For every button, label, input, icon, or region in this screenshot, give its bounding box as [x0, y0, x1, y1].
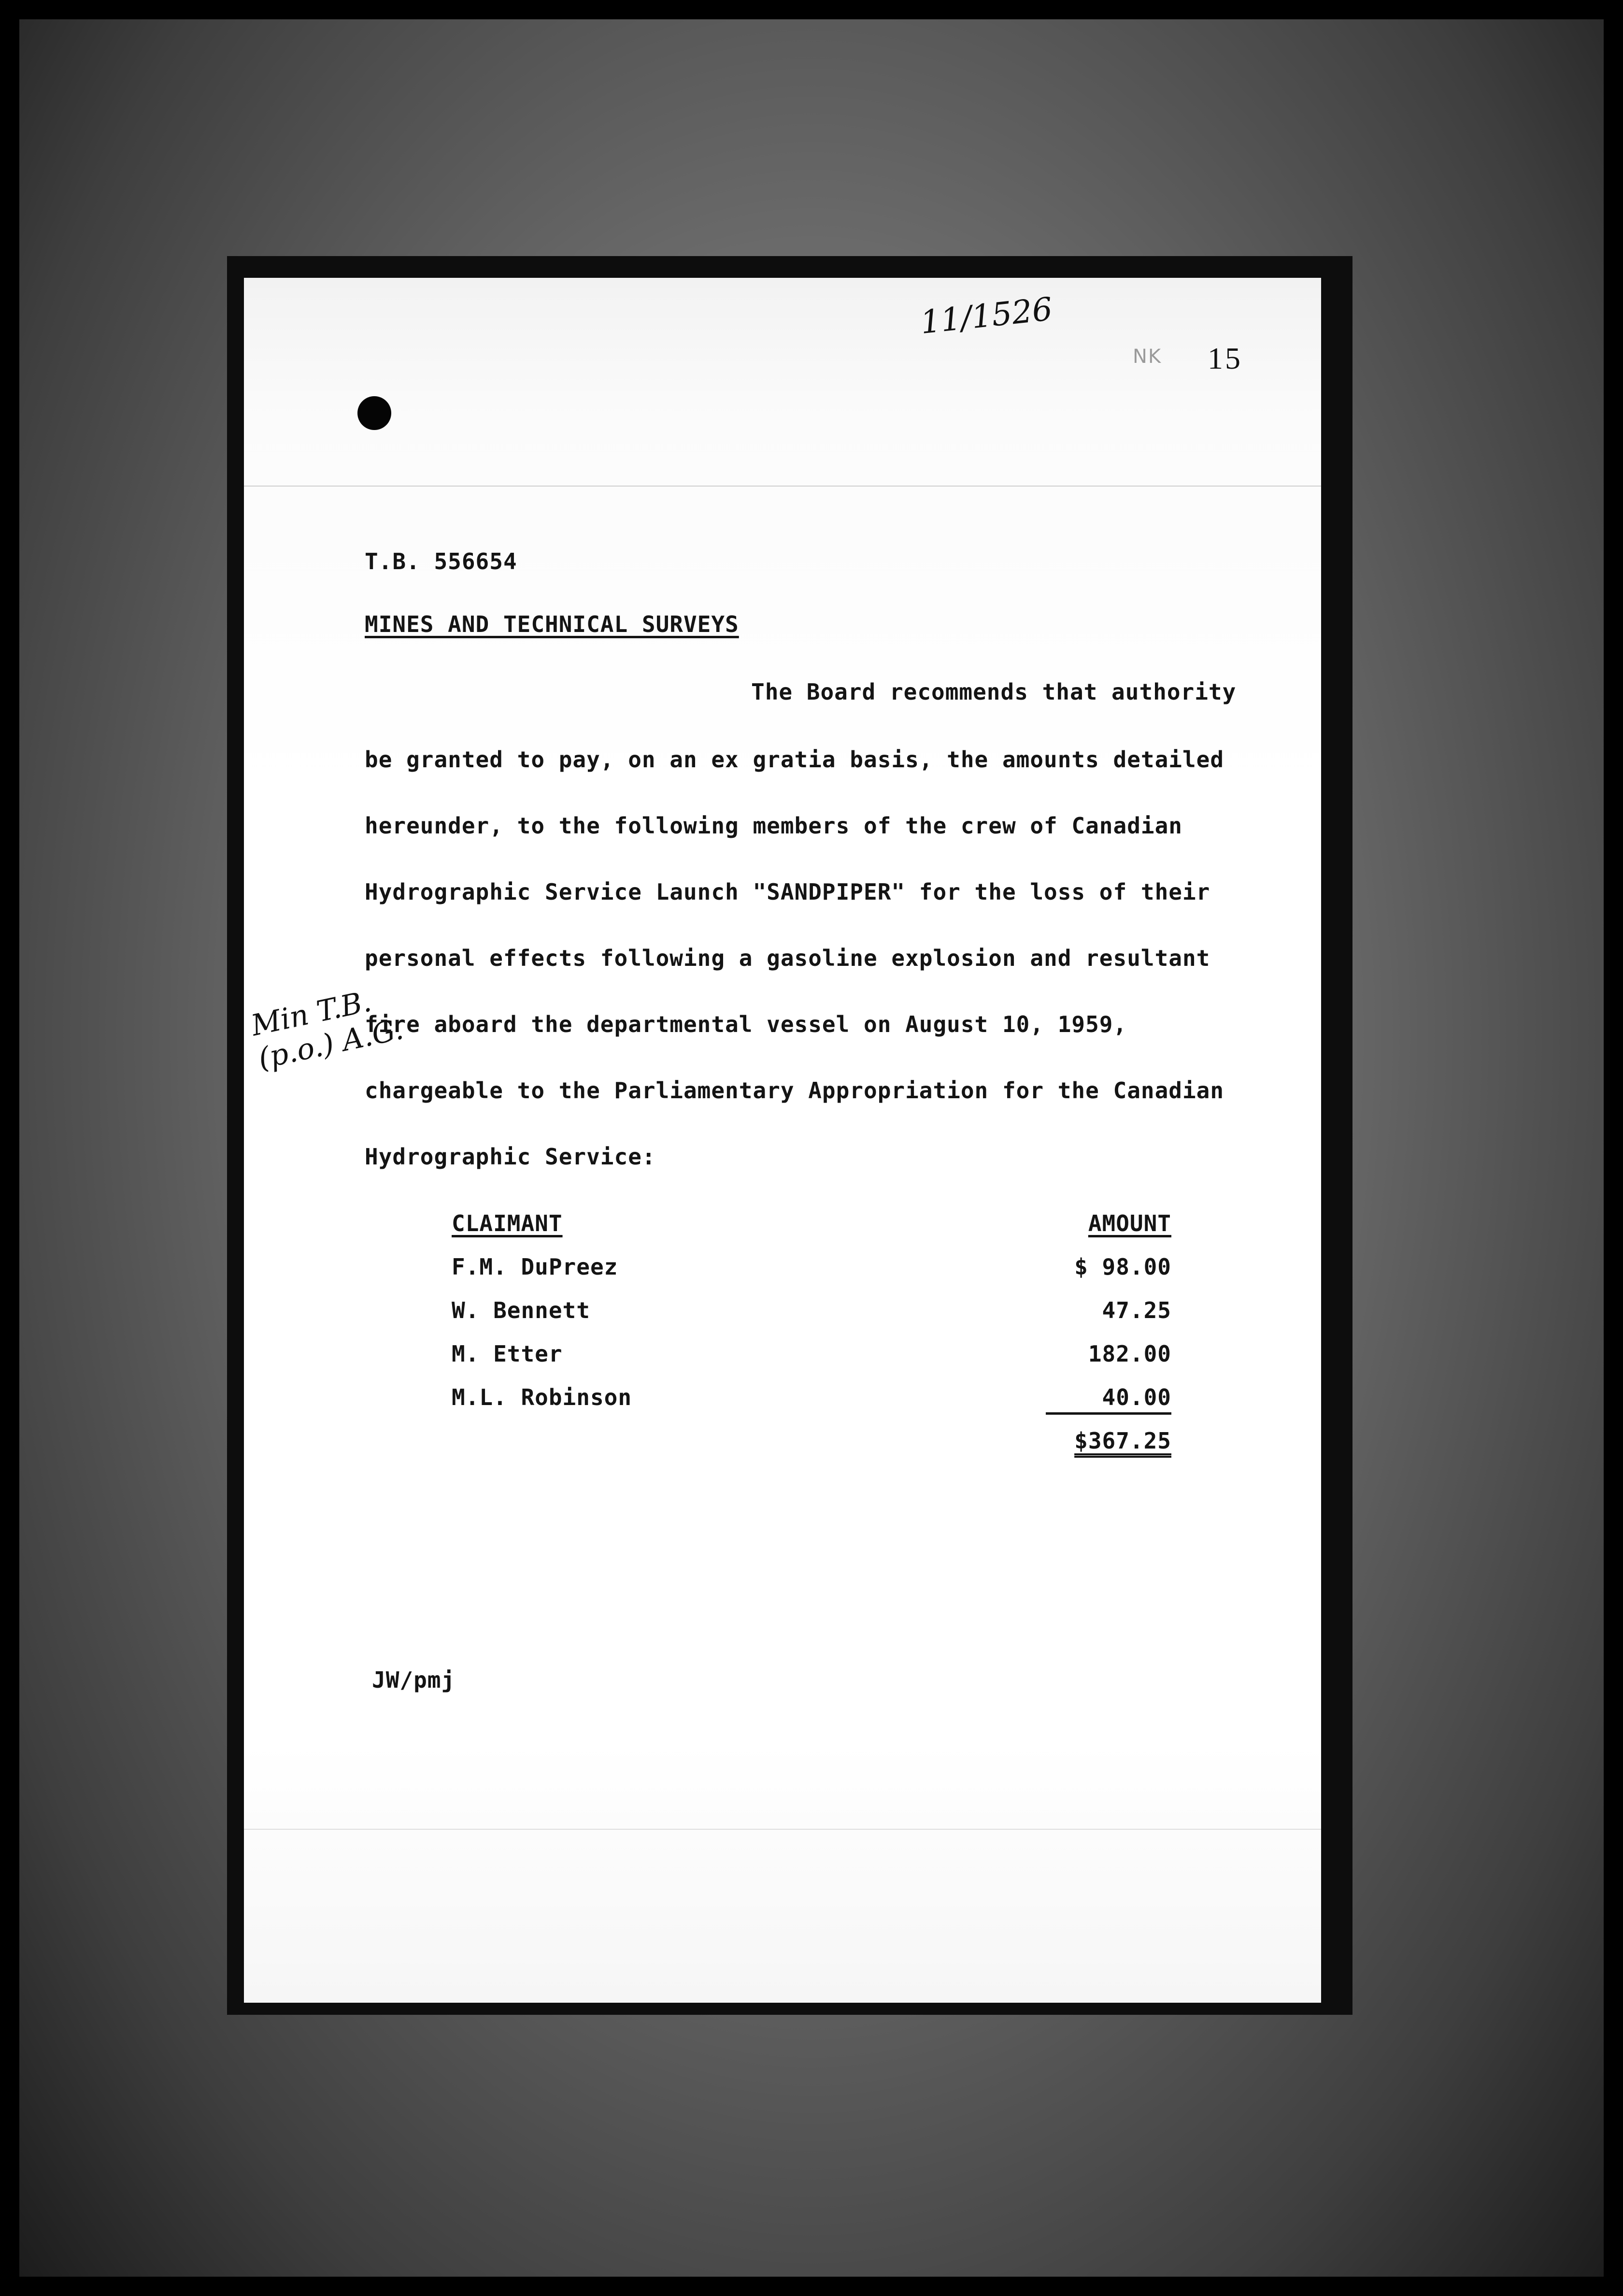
total-amount: $367.25: [1074, 1428, 1171, 1454]
treasury-board-reference: T.B. 556654: [365, 548, 517, 574]
claimant-name: M.L. Robinson: [452, 1384, 632, 1410]
claim-amount: 182.00: [1088, 1341, 1171, 1367]
amount-column-header: AMOUNT: [1088, 1210, 1171, 1236]
body-line: be granted to pay, on an ex gratia basis, the amounts detailed: [365, 746, 1224, 773]
body-line: fire aboard the departmental vessel on August 10, 1959,: [365, 1011, 1127, 1037]
claimant-name: W. Bennett: [452, 1297, 590, 1323]
body-line: Hydrographic Service:: [365, 1144, 656, 1170]
handwritten-margin-note: Min T.B. (p.o.) A.G.: [248, 984, 407, 1076]
body-line: The Board recommends that authority: [751, 679, 1237, 705]
fold-line: [244, 1829, 1321, 1830]
claimant-name: M. Etter: [452, 1341, 563, 1367]
typist-initials: JW/pmj: [372, 1667, 456, 1693]
body-line: personal effects following a gasoline explosion and resultant: [365, 945, 1210, 971]
claim-amount: $ 98.00: [1074, 1254, 1171, 1280]
faint-stamp: NK: [1133, 345, 1162, 368]
punch-hole: [357, 396, 391, 430]
department-heading: MINES AND TECHNICAL SURVEYS: [365, 611, 739, 637]
body-line: chargeable to the Parliamentary Appropriation for the Canadian: [365, 1077, 1224, 1104]
page-number: 15: [1208, 341, 1242, 375]
claim-amount: 47.25: [1102, 1297, 1171, 1323]
handwritten-file-number: 11/1526: [918, 290, 1054, 342]
claimant-name: F.M. DuPreez: [452, 1254, 618, 1280]
claimant-column-header: CLAIMANT: [452, 1210, 563, 1236]
claim-amount: 40.00: [1046, 1384, 1171, 1415]
document-page: [244, 278, 1321, 2003]
body-line: Hydrographic Service Launch "SANDPIPER" for the loss of their: [365, 879, 1210, 905]
body-line: hereunder, to the following members of the crew of Canadian: [365, 813, 1182, 839]
fold-line: [244, 486, 1321, 487]
